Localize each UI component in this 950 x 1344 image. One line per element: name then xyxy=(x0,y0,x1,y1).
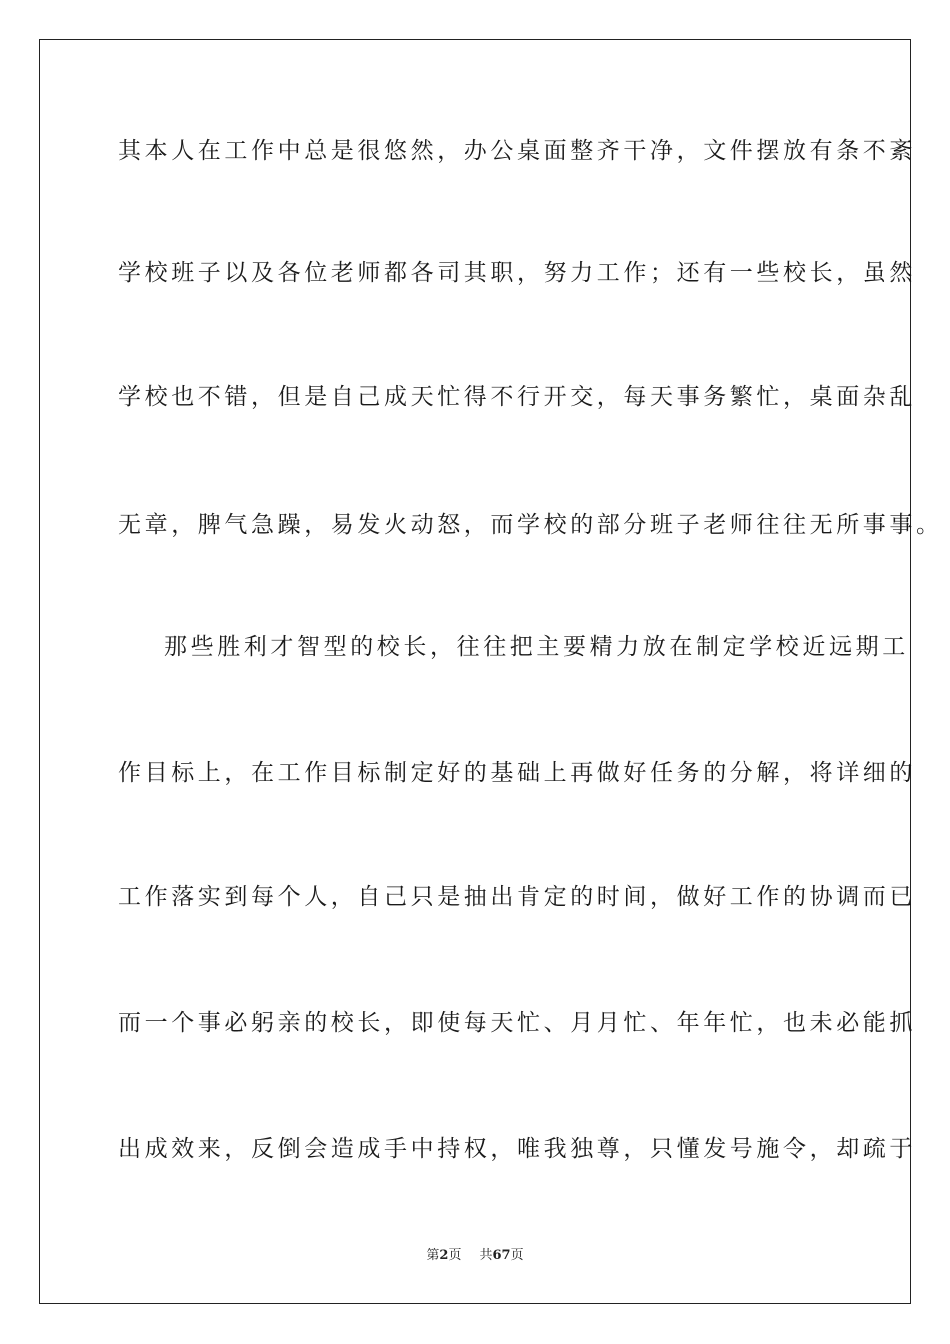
body-line-5-paragraph-start: 那些胜利才智型的校长，往往把主要精力放在制定学校近远期工 xyxy=(164,634,909,660)
page-label-prefix: 第 xyxy=(426,1248,440,1263)
body-line-1: 其本人在工作中总是很悠然，办公桌面整齐干净，文件摆放有条不紊 xyxy=(118,138,916,164)
page-border xyxy=(39,39,943,1304)
page-footer xyxy=(0,1247,950,1265)
body-line-3: 学校也不错，但是自己成天忙得不行开交，每天事务繁忙，桌面杂乱 xyxy=(118,384,916,410)
body-line-8: 而一个事必躬亲的校长，即使每天忙、月月忙、年年忙，也未必能抓 xyxy=(118,1010,916,1036)
total-label-suffix: 页 xyxy=(510,1248,524,1263)
body-line-6: 作目标上，在工作目标制定好的基础上再做好任务的分解，将详细的 xyxy=(118,760,916,786)
body-line-4: 无章，脾气急躁，易发火动怒，而学校的部分班子老师往往无所事事。 xyxy=(118,512,943,538)
total-pages: 67 xyxy=(492,1248,511,1263)
body-line-7: 工作落实到每个人，自己只是抽出肯定的时间，做好工作的协调而已 xyxy=(118,884,916,910)
body-line-2: 学校班子以及各位老师都各司其职，努力工作；还有一些校长，虽然 xyxy=(118,260,916,286)
page-label-suffix: 页 xyxy=(448,1248,462,1263)
total-label-prefix: 共 xyxy=(479,1248,493,1263)
body-line-9: 出成效来，反倒会造成手中持权，唯我独尊，只懂发号施令，却疏于 xyxy=(118,1136,916,1162)
page-number: 2 xyxy=(439,1248,449,1263)
